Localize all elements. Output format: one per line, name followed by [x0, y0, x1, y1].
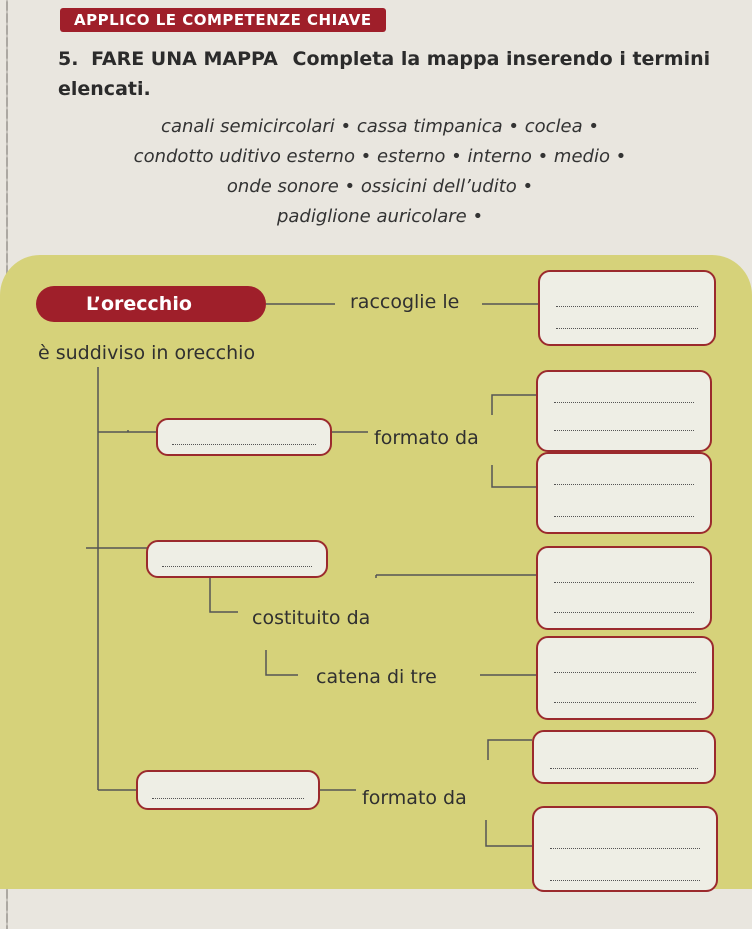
- answer-box-cassa[interactable]: [536, 546, 712, 630]
- answer-box-ext-part-1[interactable]: [536, 370, 712, 452]
- exercise-number: 5.: [58, 48, 79, 70]
- raccoglie-label: raccoglie le: [350, 291, 460, 313]
- exercise-instruction: Completa la mappa inserendo i termini elencati.: [58, 48, 711, 100]
- formato-da-label-1: formato da: [374, 427, 479, 449]
- answer-box-onde[interactable]: [538, 270, 716, 346]
- answer-box-esterno[interactable]: [156, 418, 332, 456]
- answer-box-int-part-1[interactable]: [532, 730, 716, 784]
- term-line: canali semicircolari • cassa timpanica • coclea •: [161, 116, 599, 137]
- answer-box-ossicini[interactable]: [536, 636, 714, 720]
- costituito-da-label: costituito da: [252, 607, 371, 629]
- section-badge: APPLICO LE COMPETENZE CHIAVE: [60, 8, 386, 32]
- answer-box-medio[interactable]: [146, 540, 328, 578]
- answer-box-interno[interactable]: [136, 770, 320, 810]
- answer-box-int-part-2[interactable]: [532, 806, 718, 892]
- term-line: condotto uditivo esterno • esterno • interno • medio •: [133, 146, 627, 167]
- term-line: onde sonore • ossicini dell’udito •: [226, 176, 534, 197]
- catena-label: catena di tre: [316, 666, 437, 688]
- suddiviso-label: è suddiviso in orecchio: [38, 342, 256, 364]
- root-node: L’orecchio: [36, 286, 266, 322]
- answer-box-ext-part-2[interactable]: [536, 452, 712, 534]
- formato-da-label-2: formato da: [362, 787, 467, 809]
- exercise-subtitle: FARE UNA MAPPA: [91, 48, 278, 70]
- term-line: padiglione auricolare •: [276, 206, 484, 227]
